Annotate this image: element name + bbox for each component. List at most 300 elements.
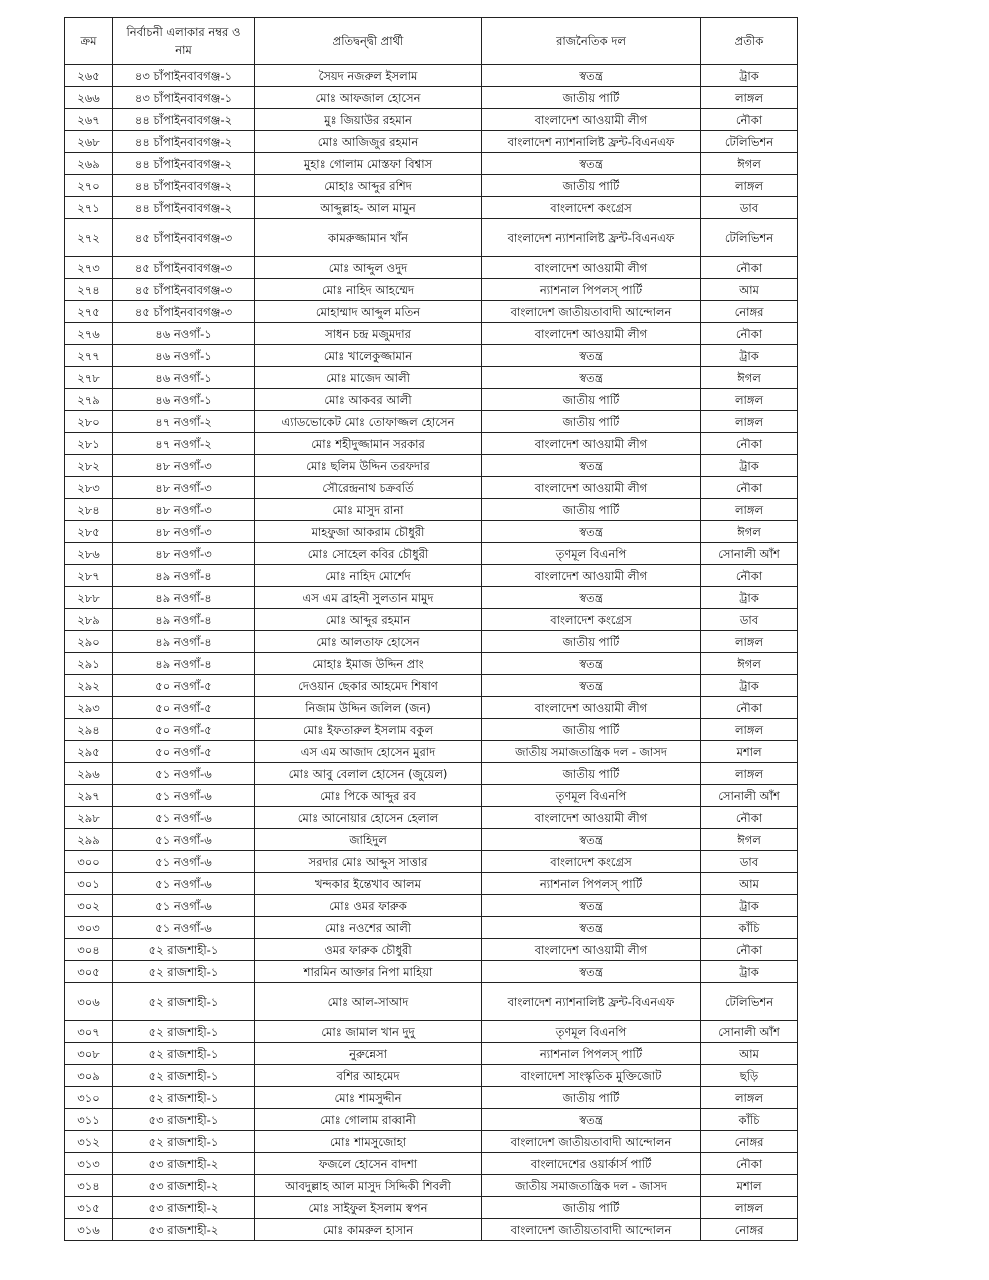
table-row bbox=[65, 785, 798, 807]
table-row bbox=[65, 323, 798, 345]
constituency-cell: ৪৯ নওগাঁ-৪ bbox=[113, 565, 255, 587]
table-row bbox=[65, 345, 798, 367]
table-row bbox=[65, 153, 798, 175]
serial-cell: ২৬৫ bbox=[65, 65, 113, 87]
candidate-cell: মোহাঃ আব্দুর রশিদ bbox=[255, 175, 482, 197]
table-row bbox=[65, 197, 798, 219]
symbol-cell: আম bbox=[701, 873, 798, 895]
table-row bbox=[65, 763, 798, 785]
party-cell: স্বতন্ত্র bbox=[482, 1109, 701, 1131]
serial-cell: ২৮১ bbox=[65, 433, 113, 455]
candidate-cell: মোঃ শামসুদ্দীন bbox=[255, 1087, 482, 1109]
constituency-cell: ৫২ রাজশাহী-১ bbox=[113, 1065, 255, 1087]
party-cell: বাংলাদেশ আওয়ামী লীগ bbox=[482, 807, 701, 829]
constituency-cell: ৪৮ নওগাঁ-৩ bbox=[113, 455, 255, 477]
table-row bbox=[65, 653, 798, 675]
table-row bbox=[65, 87, 798, 109]
serial-cell: ২৮৪ bbox=[65, 499, 113, 521]
candidate-cell: মোঃ নওশের আলী bbox=[255, 917, 482, 939]
table-row bbox=[65, 631, 798, 653]
symbol-cell: আম bbox=[701, 279, 798, 301]
party-cell: স্বতন্ত্র bbox=[482, 653, 701, 675]
constituency-cell: ৫৩ রাজশাহী-১ bbox=[113, 1109, 255, 1131]
candidate-cell: মোঃ শামসুজোহা bbox=[255, 1131, 482, 1153]
table-row bbox=[65, 939, 798, 961]
table-row bbox=[65, 895, 798, 917]
symbol-cell: ট্রাক bbox=[701, 587, 798, 609]
candidate-cell: মোঃ মাসুদ রানা bbox=[255, 499, 482, 521]
table-row bbox=[65, 499, 798, 521]
table-row bbox=[65, 301, 798, 323]
candidate-cell: মোঃ কামরুল হাসান bbox=[255, 1219, 482, 1241]
party-cell: জাতীয় পার্টি bbox=[482, 1087, 701, 1109]
serial-cell: ২৯৫ bbox=[65, 741, 113, 763]
party-cell: জাতীয় পার্টি bbox=[482, 499, 701, 521]
table-row bbox=[65, 675, 798, 697]
candidate-cell: মোঃ শহীদুজ্জামান সরকার bbox=[255, 433, 482, 455]
party-cell: জাতীয় পার্টি bbox=[482, 719, 701, 741]
party-cell: বাংলাদেশ আওয়ামী লীগ bbox=[482, 109, 701, 131]
party-cell: বাংলাদেশ আওয়ামী লীগ bbox=[482, 433, 701, 455]
candidate-cell: মোঃ আকবর আলী bbox=[255, 389, 482, 411]
party-cell: বাংলাদেশ আওয়ামী লীগ bbox=[482, 697, 701, 719]
candidate-cell: মোঃ ছলিম উদ্দিন তরফদার bbox=[255, 455, 482, 477]
constituency-cell: ৪৫ চাঁপাইনবাবগঞ্জ-৩ bbox=[113, 219, 255, 257]
candidate-cell: মোহাঃ ইমাজ উদ্দিন প্রাং bbox=[255, 653, 482, 675]
constituency-cell: ৫৩ রাজশাহী-২ bbox=[113, 1175, 255, 1197]
table-row bbox=[65, 279, 798, 301]
party-cell: স্বতন্ত্র bbox=[482, 895, 701, 917]
constituency-cell: ৫০ নওগাঁ-৫ bbox=[113, 697, 255, 719]
serial-cell: ৩১২ bbox=[65, 1131, 113, 1153]
table-row bbox=[65, 1153, 798, 1175]
party-cell: বাংলাদেশ জাতীয়তাবাদী আন্দোলন bbox=[482, 1131, 701, 1153]
symbol-cell: লাঙ্গল bbox=[701, 1087, 798, 1109]
candidate-cell: আবদুল্লাহ আল মাসুদ সিদ্দিকী শিবলী bbox=[255, 1175, 482, 1197]
serial-cell: ২৯৯ bbox=[65, 829, 113, 851]
table-body bbox=[65, 65, 798, 1241]
constituency-cell: ৫২ রাজশাহী-১ bbox=[113, 983, 255, 1021]
party-cell: ন্যাশনাল পিপলস্ পার্টি bbox=[482, 1043, 701, 1065]
serial-cell: ৩০০ bbox=[65, 851, 113, 873]
symbol-cell: ডাব bbox=[701, 197, 798, 219]
party-cell: স্বতন্ত্র bbox=[482, 675, 701, 697]
symbol-cell: ট্রাক bbox=[701, 675, 798, 697]
constituency-cell: ৪৮ নওগাঁ-৩ bbox=[113, 543, 255, 565]
constituency-cell: ৫০ নওগাঁ-৫ bbox=[113, 741, 255, 763]
party-cell: জাতীয় পার্টি bbox=[482, 389, 701, 411]
serial-cell: ৩০৯ bbox=[65, 1065, 113, 1087]
symbol-cell: সোনালী আঁশ bbox=[701, 785, 798, 807]
constituency-cell: ৪৫ চাঁপাইনবাবগঞ্জ-৩ bbox=[113, 301, 255, 323]
candidate-cell: শারমিন আক্তার নিপা মাহিয়া bbox=[255, 961, 482, 983]
serial-cell: ২৮০ bbox=[65, 411, 113, 433]
serial-cell: ২৯৬ bbox=[65, 763, 113, 785]
table-row bbox=[65, 1175, 798, 1197]
symbol-cell: লাঙ্গল bbox=[701, 1197, 798, 1219]
symbol-cell: ঈগল bbox=[701, 653, 798, 675]
party-cell: স্বতন্ত্র bbox=[482, 829, 701, 851]
table-row bbox=[65, 131, 798, 153]
candidate-cell: মোঃ আনোয়ার হোসেন হেলাল bbox=[255, 807, 482, 829]
table-row bbox=[65, 411, 798, 433]
constituency-cell: ৫১ নওগাঁ-৬ bbox=[113, 895, 255, 917]
symbol-cell: মশাল bbox=[701, 741, 798, 763]
party-cell: বাংলাদেশ আওয়ামী লীগ bbox=[482, 565, 701, 587]
candidate-cell: মোঃ খালেকুজ্জামান bbox=[255, 345, 482, 367]
constituency-cell: ৪৮ নওগাঁ-৩ bbox=[113, 521, 255, 543]
party-cell: ন্যাশনাল পিপলস্ পার্টি bbox=[482, 279, 701, 301]
party-cell: তৃণমূল বিএনপি bbox=[482, 543, 701, 565]
candidate-cell: ওমর ফারুক চৌধুরী bbox=[255, 939, 482, 961]
symbol-cell: ছড়ি bbox=[701, 1065, 798, 1087]
candidate-cell: সৈয়দ নজরুল ইসলাম bbox=[255, 65, 482, 87]
symbol-cell: ডাব bbox=[701, 851, 798, 873]
serial-cell: ২৮৩ bbox=[65, 477, 113, 499]
symbol-cell: নৌকা bbox=[701, 323, 798, 345]
table-row bbox=[65, 109, 798, 131]
symbol-cell: কাঁচি bbox=[701, 917, 798, 939]
constituency-cell: ৪৫ চাঁপাইনবাবগঞ্জ-৩ bbox=[113, 257, 255, 279]
candidate-cell: এস এম আজাদ হোসেন মুরাদ bbox=[255, 741, 482, 763]
candidate-cell: কামরুজ্জামান খাঁন bbox=[255, 219, 482, 257]
constituency-cell: ৫১ নওগাঁ-৬ bbox=[113, 873, 255, 895]
symbol-cell: লাঙ্গল bbox=[701, 763, 798, 785]
constituency-cell: ৪৩ চাঁপাইনবাবগঞ্জ-১ bbox=[113, 87, 255, 109]
candidate-cell: মোহাম্মাদ আব্দুল মতিন bbox=[255, 301, 482, 323]
table-row bbox=[65, 455, 798, 477]
symbol-cell: সোনালী আঁশ bbox=[701, 543, 798, 565]
symbol-cell: নৌকা bbox=[701, 807, 798, 829]
serial-cell: ২৮৯ bbox=[65, 609, 113, 631]
constituency-cell: ৫১ নওগাঁ-৬ bbox=[113, 851, 255, 873]
serial-cell: ২৭৬ bbox=[65, 323, 113, 345]
symbol-cell: ট্রাক bbox=[701, 455, 798, 477]
constituency-cell: ৪৪ চাঁপাইনবাবগঞ্জ-২ bbox=[113, 109, 255, 131]
party-cell: স্বতন্ত্র bbox=[482, 153, 701, 175]
candidate-cell: মোঃ আল-সাআদ bbox=[255, 983, 482, 1021]
constituency-cell: ৪৯ নওগাঁ-৪ bbox=[113, 587, 255, 609]
party-cell: স্বতন্ত্র bbox=[482, 961, 701, 983]
party-cell: বাংলাদেশ জাতীয়তাবাদী আন্দোলন bbox=[482, 301, 701, 323]
header-constituency: নির্বাচনী এলাকার নম্বর ও নাম bbox=[113, 18, 255, 65]
symbol-cell: লাঙ্গল bbox=[701, 175, 798, 197]
candidate-cell: আব্দুল্লাহ- আল মামুন bbox=[255, 197, 482, 219]
constituency-cell: ৪৭ নওগাঁ-২ bbox=[113, 411, 255, 433]
serial-cell: ৩০৫ bbox=[65, 961, 113, 983]
candidate-cell: নুরুন্নেসা bbox=[255, 1043, 482, 1065]
constituency-cell: ৫১ নওগাঁ-৬ bbox=[113, 829, 255, 851]
party-cell: জাতীয় পার্টি bbox=[482, 631, 701, 653]
constituency-cell: ৫০ নওগাঁ-৫ bbox=[113, 719, 255, 741]
candidate-cell: মোঃ নাহিদ মোর্শেদ bbox=[255, 565, 482, 587]
candidate-cell: খন্দকার ইন্তেখাব আলম bbox=[255, 873, 482, 895]
candidate-cell: সৌরেন্দ্রনাথ চক্রবর্তি bbox=[255, 477, 482, 499]
constituency-cell: ৫৩ রাজশাহী-২ bbox=[113, 1219, 255, 1241]
symbol-cell: আম bbox=[701, 1043, 798, 1065]
symbol-cell: টেলিভিশন bbox=[701, 131, 798, 153]
serial-cell: ২৯৩ bbox=[65, 697, 113, 719]
constituency-cell: ৫৩ রাজশাহী-২ bbox=[113, 1197, 255, 1219]
table-row bbox=[65, 1087, 798, 1109]
serial-cell: ২৯০ bbox=[65, 631, 113, 653]
party-cell: জাতীয় পার্টি bbox=[482, 87, 701, 109]
party-cell: জাতীয় পার্টি bbox=[482, 763, 701, 785]
symbol-cell: ঈগল bbox=[701, 829, 798, 851]
candidate-cell: মোঃ আব্দুল ওদুদ bbox=[255, 257, 482, 279]
table-row bbox=[65, 587, 798, 609]
candidate-cell: মোঃ সাইফুল ইসলাম স্বপন bbox=[255, 1197, 482, 1219]
party-cell: জাতীয় পার্টি bbox=[482, 411, 701, 433]
party-cell: তৃণমূল বিএনপি bbox=[482, 1021, 701, 1043]
party-cell: বাংলাদেশ কংগ্রেস bbox=[482, 851, 701, 873]
party-cell: বাংলাদেশ ন্যাশনালিষ্ট ফ্রন্ট-বিএনএফ bbox=[482, 983, 701, 1021]
candidate-cell: ফজলে হোসেন বাদশা bbox=[255, 1153, 482, 1175]
candidate-cell: মোঃ আলতাফ হোসেন bbox=[255, 631, 482, 653]
candidate-cell: মোঃ গোলাম রাব্বানী bbox=[255, 1109, 482, 1131]
candidate-cell: মোঃ পিকে আব্দুর রব bbox=[255, 785, 482, 807]
party-cell: স্বতন্ত্র bbox=[482, 367, 701, 389]
serial-cell: ২৮২ bbox=[65, 455, 113, 477]
constituency-cell: ৫২ রাজশাহী-১ bbox=[113, 1087, 255, 1109]
serial-cell: ৩১১ bbox=[65, 1109, 113, 1131]
header-candidate: প্রতিদ্বন্দ্বী প্রার্থী bbox=[255, 18, 482, 65]
constituency-cell: ৪৯ নওগাঁ-৪ bbox=[113, 631, 255, 653]
party-cell: বাংলাদেশ জাতীয়তাবাদী আন্দোলন bbox=[482, 1219, 701, 1241]
symbol-cell: লাঙ্গল bbox=[701, 631, 798, 653]
table-row bbox=[65, 983, 798, 1021]
symbol-cell: সোনালী আঁশ bbox=[701, 1021, 798, 1043]
constituency-cell: ৪৮ নওগাঁ-৩ bbox=[113, 477, 255, 499]
party-cell: স্বতন্ত্র bbox=[482, 65, 701, 87]
constituency-cell: ৪৪ চাঁপাইনবাবগঞ্জ-২ bbox=[113, 175, 255, 197]
table-row bbox=[65, 565, 798, 587]
table-row bbox=[65, 741, 798, 763]
party-cell: স্বতন্ত্র bbox=[482, 587, 701, 609]
symbol-cell: নৌকা bbox=[701, 477, 798, 499]
constituency-cell: ৫০ নওগাঁ-৫ bbox=[113, 675, 255, 697]
candidate-cell: নিজাম উদ্দিন জলিল (জন) bbox=[255, 697, 482, 719]
candidate-cell: মোঃ সোহেল কবির চৌধুরী bbox=[255, 543, 482, 565]
table-row bbox=[65, 829, 798, 851]
constituency-cell: ৪৯ নওগাঁ-৪ bbox=[113, 609, 255, 631]
constituency-cell: ৪৬ নওগাঁ-১ bbox=[113, 389, 255, 411]
constituency-cell: ৫১ নওগাঁ-৬ bbox=[113, 807, 255, 829]
table-row bbox=[65, 851, 798, 873]
party-cell: বাংলাদেশ আওয়ামী লীগ bbox=[482, 477, 701, 499]
candidate-cell: এ্যাডভোকেট মোঃ তোফাজ্জল হোসেন bbox=[255, 411, 482, 433]
symbol-cell: লাঙ্গল bbox=[701, 389, 798, 411]
serial-cell: ২৬৬ bbox=[65, 87, 113, 109]
candidate-cell: দেওয়ান ছেকার আহমেদ শিষাণ bbox=[255, 675, 482, 697]
serial-cell: ২৯১ bbox=[65, 653, 113, 675]
constituency-cell: ৪৫ চাঁপাইনবাবগঞ্জ-৩ bbox=[113, 279, 255, 301]
candidate-cell: জাহিদুল bbox=[255, 829, 482, 851]
serial-cell: ২৭৩ bbox=[65, 257, 113, 279]
candidate-cell: সাধন চন্দ্র মজুমদার bbox=[255, 323, 482, 345]
candidate-cell: মোঃ আব্দুর রহমান bbox=[255, 609, 482, 631]
symbol-cell: নৌকা bbox=[701, 1153, 798, 1175]
serial-cell: ২৮৬ bbox=[65, 543, 113, 565]
table-row bbox=[65, 1109, 798, 1131]
serial-cell: ২৯৭ bbox=[65, 785, 113, 807]
symbol-cell: নোঙ্গর bbox=[701, 1219, 798, 1241]
party-cell: বাংলাদেশ আওয়ামী লীগ bbox=[482, 939, 701, 961]
constituency-cell: ৪৬ নওগাঁ-১ bbox=[113, 345, 255, 367]
candidate-cell: মুঃ জিয়াউর রহমান bbox=[255, 109, 482, 131]
serial-cell: ৩০৭ bbox=[65, 1021, 113, 1043]
table-header bbox=[65, 18, 798, 65]
table-row bbox=[65, 389, 798, 411]
serial-cell: ২৯২ bbox=[65, 675, 113, 697]
table-row bbox=[65, 521, 798, 543]
constituency-cell: ৫২ রাজশাহী-১ bbox=[113, 1021, 255, 1043]
party-cell: জাতীয় পার্টি bbox=[482, 1197, 701, 1219]
symbol-cell: ট্রাক bbox=[701, 895, 798, 917]
symbol-cell: টেলিভিশন bbox=[701, 983, 798, 1021]
constituency-cell: ৪৭ নওগাঁ-২ bbox=[113, 433, 255, 455]
table-row bbox=[65, 917, 798, 939]
table-row bbox=[65, 65, 798, 87]
constituency-cell: ৪৩ চাঁপাইনবাবগঞ্জ-১ bbox=[113, 65, 255, 87]
symbol-cell: নোঙ্গর bbox=[701, 1131, 798, 1153]
constituency-cell: ৪৬ নওগাঁ-১ bbox=[113, 367, 255, 389]
symbol-cell: লাঙ্গল bbox=[701, 87, 798, 109]
candidate-cell: এস এম ব্রাহনী সুলতান মামুদ bbox=[255, 587, 482, 609]
constituency-cell: ৪৮ নওগাঁ-৩ bbox=[113, 499, 255, 521]
table-row bbox=[65, 609, 798, 631]
symbol-cell: মশাল bbox=[701, 1175, 798, 1197]
serial-cell: ২৭৪ bbox=[65, 279, 113, 301]
constituency-cell: ৪৪ চাঁপাইনবাবগঞ্জ-২ bbox=[113, 153, 255, 175]
table-row bbox=[65, 219, 798, 257]
table-row bbox=[65, 1065, 798, 1087]
candidate-cell: বশির আহমেদ bbox=[255, 1065, 482, 1087]
symbol-cell: ঈগল bbox=[701, 521, 798, 543]
serial-cell: ২৭০ bbox=[65, 175, 113, 197]
symbol-cell: নৌকা bbox=[701, 565, 798, 587]
table-row bbox=[65, 367, 798, 389]
party-cell: ন্যাশনাল পিপলস্ পার্টি bbox=[482, 873, 701, 895]
serial-cell: ৩১৩ bbox=[65, 1153, 113, 1175]
party-cell: বাংলাদেশ সাংস্কৃতিক মুক্তিজোট bbox=[482, 1065, 701, 1087]
constituency-cell: ৫১ নওগাঁ-৬ bbox=[113, 763, 255, 785]
serial-cell: ২৮৫ bbox=[65, 521, 113, 543]
table-row bbox=[65, 1219, 798, 1241]
symbol-cell: নৌকা bbox=[701, 939, 798, 961]
constituency-cell: ৫১ নওগাঁ-৬ bbox=[113, 785, 255, 807]
party-cell: জাতীয় পার্টি bbox=[482, 175, 701, 197]
serial-cell: ৩০১ bbox=[65, 873, 113, 895]
serial-cell: ৩০২ bbox=[65, 895, 113, 917]
symbol-cell: ট্রাক bbox=[701, 345, 798, 367]
constituency-cell: ৪৬ নওগাঁ-১ bbox=[113, 323, 255, 345]
symbol-cell: লাঙ্গল bbox=[701, 719, 798, 741]
constituency-cell: ৫২ রাজশাহী-১ bbox=[113, 1043, 255, 1065]
serial-cell: ৩১৫ bbox=[65, 1197, 113, 1219]
serial-cell: ২৭৮ bbox=[65, 367, 113, 389]
symbol-cell: নোঙ্গর bbox=[701, 301, 798, 323]
table-row bbox=[65, 1131, 798, 1153]
party-cell: স্বতন্ত্র bbox=[482, 917, 701, 939]
party-cell: বাংলাদেশ আওয়ামী লীগ bbox=[482, 323, 701, 345]
party-cell: স্বতন্ত্র bbox=[482, 345, 701, 367]
serial-cell: ২৭৭ bbox=[65, 345, 113, 367]
symbol-cell: লাঙ্গল bbox=[701, 411, 798, 433]
table-row bbox=[65, 719, 798, 741]
serial-cell: ২৮৭ bbox=[65, 565, 113, 587]
serial-cell: ৩১০ bbox=[65, 1087, 113, 1109]
party-cell: বাংলাদেশ ন্যাশনালিষ্ট ফ্রন্ট-বিএনএফ bbox=[482, 219, 701, 257]
party-cell: স্বতন্ত্র bbox=[482, 521, 701, 543]
table-row bbox=[65, 873, 798, 895]
candidate-cell: মোঃ আজিজুর রহমান bbox=[255, 131, 482, 153]
serial-cell: ৩০৬ bbox=[65, 983, 113, 1021]
party-cell: বাংলাদেশ কংগ্রেস bbox=[482, 609, 701, 631]
candidate-cell: মোঃ আবু বেলাল হোসেন (জুয়েল) bbox=[255, 763, 482, 785]
serial-cell: ২৬৭ bbox=[65, 109, 113, 131]
serial-cell: ২৮৮ bbox=[65, 587, 113, 609]
party-cell: বাংলাদেশ ন্যাশনালিষ্ট ফ্রন্ট-বিএনএফ bbox=[482, 131, 701, 153]
candidate-cell: মোঃ আফজাল হোসেন bbox=[255, 87, 482, 109]
symbol-cell: ঈগল bbox=[701, 153, 798, 175]
constituency-cell: ৫৩ রাজশাহী-২ bbox=[113, 1153, 255, 1175]
constituency-cell: ৫১ নওগাঁ-৬ bbox=[113, 917, 255, 939]
constituency-cell: ৪৪ চাঁপাইনবাবগঞ্জ-২ bbox=[113, 197, 255, 219]
party-cell: তৃণমূল বিএনপি bbox=[482, 785, 701, 807]
candidate-cell: মোঃ জামাল খান দুদু bbox=[255, 1021, 482, 1043]
table-row bbox=[65, 961, 798, 983]
constituency-cell: ৫২ রাজশাহী-১ bbox=[113, 939, 255, 961]
table-row bbox=[65, 175, 798, 197]
candidate-cell: মুহাঃ গোলাম মোস্তফা বিশ্বাস bbox=[255, 153, 482, 175]
table-row bbox=[65, 807, 798, 829]
symbol-cell: লাঙ্গল bbox=[701, 499, 798, 521]
candidate-cell: মোঃ ইফতারুল ইসলাম বকুল bbox=[255, 719, 482, 741]
serial-cell: ২৭২ bbox=[65, 219, 113, 257]
symbol-cell: ট্রাক bbox=[701, 65, 798, 87]
party-cell: বাংলাদেশের ওয়ার্কার্স পার্টি bbox=[482, 1153, 701, 1175]
constituency-cell: ৪৪ চাঁপাইনবাবগঞ্জ-২ bbox=[113, 131, 255, 153]
constituency-cell: ৫২ রাজশাহী-১ bbox=[113, 961, 255, 983]
candidate-cell: মোঃ ওমর ফারুক bbox=[255, 895, 482, 917]
symbol-cell: নৌকা bbox=[701, 433, 798, 455]
serial-cell: ৩১৬ bbox=[65, 1219, 113, 1241]
symbol-cell: নৌকা bbox=[701, 257, 798, 279]
party-cell: বাংলাদেশ কংগ্রেস bbox=[482, 197, 701, 219]
serial-cell: ২৯৪ bbox=[65, 719, 113, 741]
candidate-cell: মোঃ মাজেদ আলী bbox=[255, 367, 482, 389]
symbol-cell: নৌকা bbox=[701, 109, 798, 131]
serial-cell: ২৭৯ bbox=[65, 389, 113, 411]
table-row bbox=[65, 1043, 798, 1065]
table-row bbox=[65, 697, 798, 719]
symbol-cell: টেলিভিশন bbox=[701, 219, 798, 257]
party-cell: জাতীয় সমাজতান্ত্রিক দল - জাসদ bbox=[482, 1175, 701, 1197]
table-row bbox=[65, 433, 798, 455]
serial-cell: ২৬৮ bbox=[65, 131, 113, 153]
candidate-cell: মোঃ নাহিদ আহম্মেদ bbox=[255, 279, 482, 301]
serial-cell: ৩০৩ bbox=[65, 917, 113, 939]
constituency-cell: ৫২ রাজশাহী-১ bbox=[113, 1131, 255, 1153]
candidate-list-sheet bbox=[64, 17, 797, 1241]
header-symbol: প্রতীক bbox=[701, 18, 798, 65]
symbol-cell: ঈগল bbox=[701, 367, 798, 389]
party-cell: স্বতন্ত্র bbox=[482, 455, 701, 477]
candidate-cell: মাহফুজা আকরাম চৌধুরী bbox=[255, 521, 482, 543]
symbol-cell: কাঁচি bbox=[701, 1109, 798, 1131]
symbol-cell: ডাব bbox=[701, 609, 798, 631]
